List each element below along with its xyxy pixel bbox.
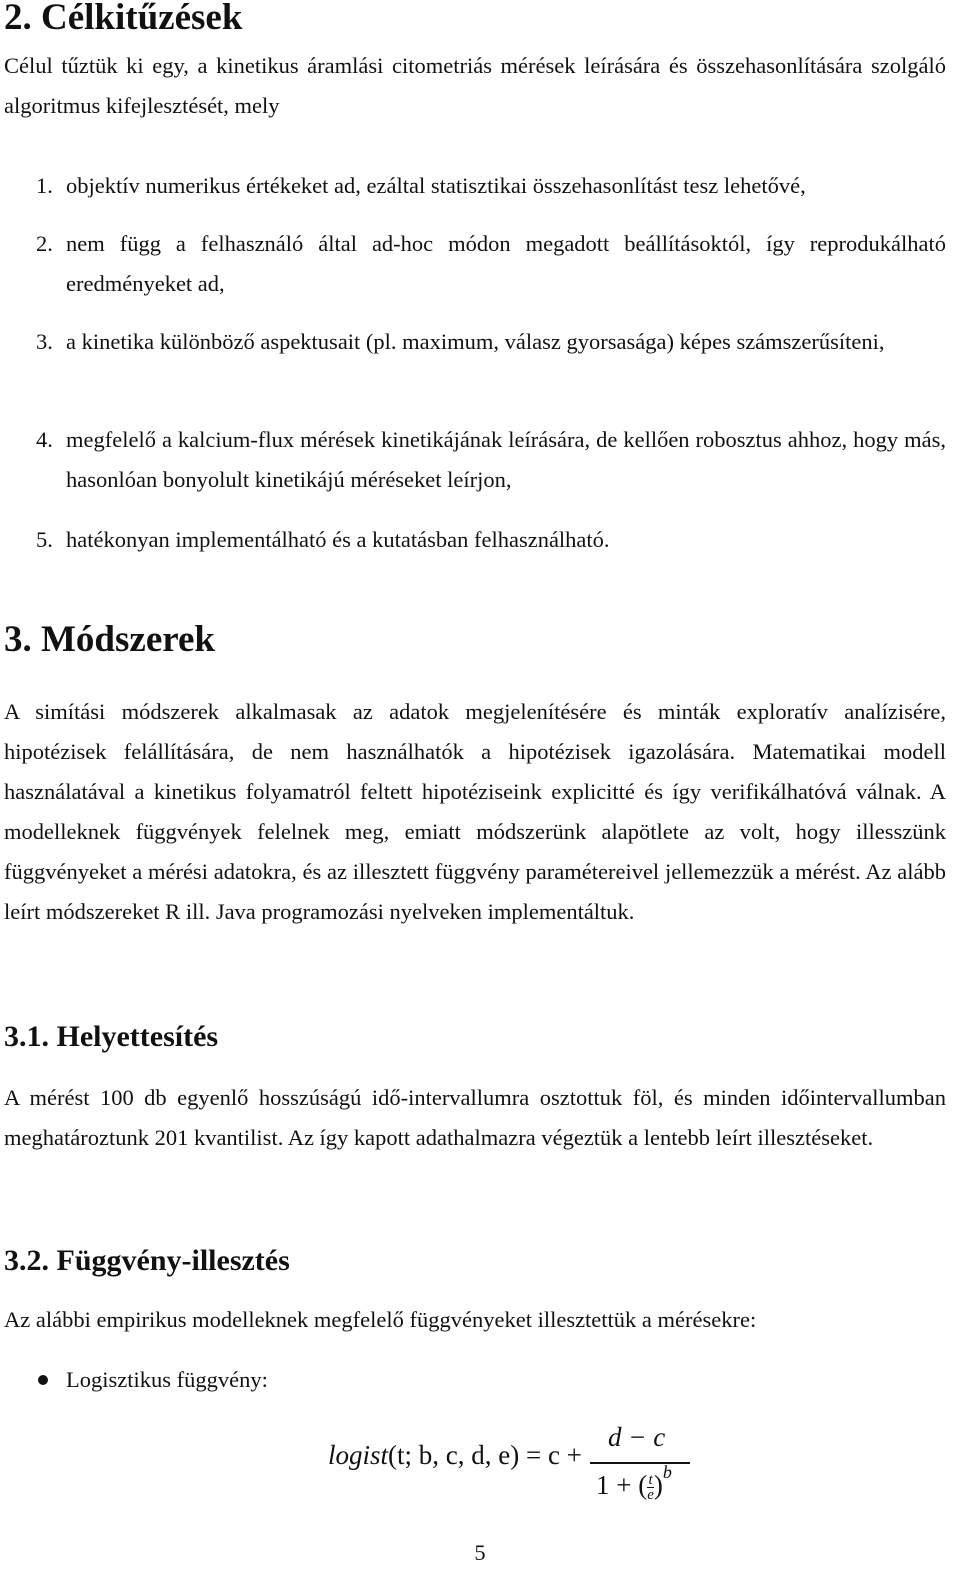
denominator-exponent: b: [662, 1462, 672, 1482]
subsection-heading-helyettesites: 3.1. Helyettesítés: [4, 1020, 219, 1053]
formula-lhs: [328, 1440, 582, 1471]
page-number: 5: [474, 1540, 486, 1565]
intro-paragraph: Célul tűztük ki egy, a kinetikus áramlási citometriás mérések leírására és összehasonlítására szolgáló algoritmus kifejlesztését, mely: [4, 53, 946, 118]
formula-arguments: (t; b, c, d, e) = c +: [388, 1440, 582, 1470]
bullet-icon: [38, 1375, 48, 1385]
list-item: [4, 322, 946, 362]
list-item-number: 4.: [36, 427, 53, 452]
list-item-text: objektív numerikus értékeket ad, ezáltal statisztikai összehasonlítást tesz lehetővé,: [66, 173, 806, 198]
logistic-formula: [328, 1422, 728, 1506]
list-item-text: nem függ a felhasználó által ad-hoc módon megadott beállításoktól, így reprodukálható eredményeket ad,: [66, 231, 946, 296]
list-item: [4, 224, 946, 304]
formula-numerator: d − c: [608, 1422, 666, 1452]
list-item-text: a kinetika különböző aspektusait (pl. maximum, válasz gyorsasága) képes számszerűsíteni,: [66, 329, 885, 354]
list-item-text: megfelelő a kalcium-flux mérések kinetikájának leírására, de kellően robosztus ahhoz, hogy más, hasonlóan bonyolult kinetikájú méréseket leírjon,: [66, 427, 946, 492]
list-item-number: 1.: [36, 173, 53, 198]
fraction-bar: [590, 1462, 690, 1464]
list-item-number: 2.: [36, 231, 53, 256]
section-heading-celkituzesek: 2. Célkitűzések: [4, 0, 243, 38]
list-item-number: 5.: [36, 527, 53, 552]
list-item: [4, 166, 946, 206]
bullet-logistic: Logisztikus függvény:: [66, 1367, 268, 1392]
denominator-t: t: [648, 1472, 653, 1489]
substitution-paragraph: A mérést 100 db egyenlő hosszúságú idő-intervallumra osztottuk föl, és minden időintervallumban meghatároztunk 201 kvantilist. Az így kapott adathalmazra végeztük a lentebb leírt illesztéseket.: [4, 1085, 946, 1150]
subsection-heading-fuggveny-illesztes: 3.2. Függvény-illesztés: [4, 1244, 290, 1277]
list-item: [4, 420, 946, 500]
list-item-text: hatékonyan implementálható és a kutatásban felhasználható.: [66, 527, 610, 552]
formula-function-name: logist: [328, 1440, 389, 1470]
section-heading-modszerek: 3. Módszerek: [4, 619, 215, 660]
denominator-close: ): [653, 1470, 663, 1500]
objectives-list: [4, 166, 946, 566]
fitting-paragraph: Az alábbi empirikus modelleknek megfelelő függvényeket illesztettük a mérésekre:: [4, 1307, 757, 1332]
list-item: [4, 520, 946, 560]
list-item-number: 3.: [36, 329, 53, 354]
formula-denominator: [596, 1462, 672, 1504]
denominator-prefix: 1 + (: [596, 1470, 648, 1500]
methods-paragraph: A simítási módszerek alkalmasak az adatok megjelenítésére és minták exploratív analízisére, hipotézisek felállítására, de nem használhatók a hipotézisek igazolására. Matematikai modell használatával a kinetikus folyamatról feltett hipotéziseink explicitté és így verifikálhatóvá válnak. A modelleknek függvények felelnek meg, emiatt módszerünk alapötlete az volt, hogy illesszünk függvényeket a mérési adatokra, és az illesztett függvény paramétereivel jellemezzük a mérést. Az alább leírt módszereket R ill. Java programozási nyelveken implementáltuk.: [4, 699, 946, 924]
denominator-e: e: [647, 1487, 654, 1504]
